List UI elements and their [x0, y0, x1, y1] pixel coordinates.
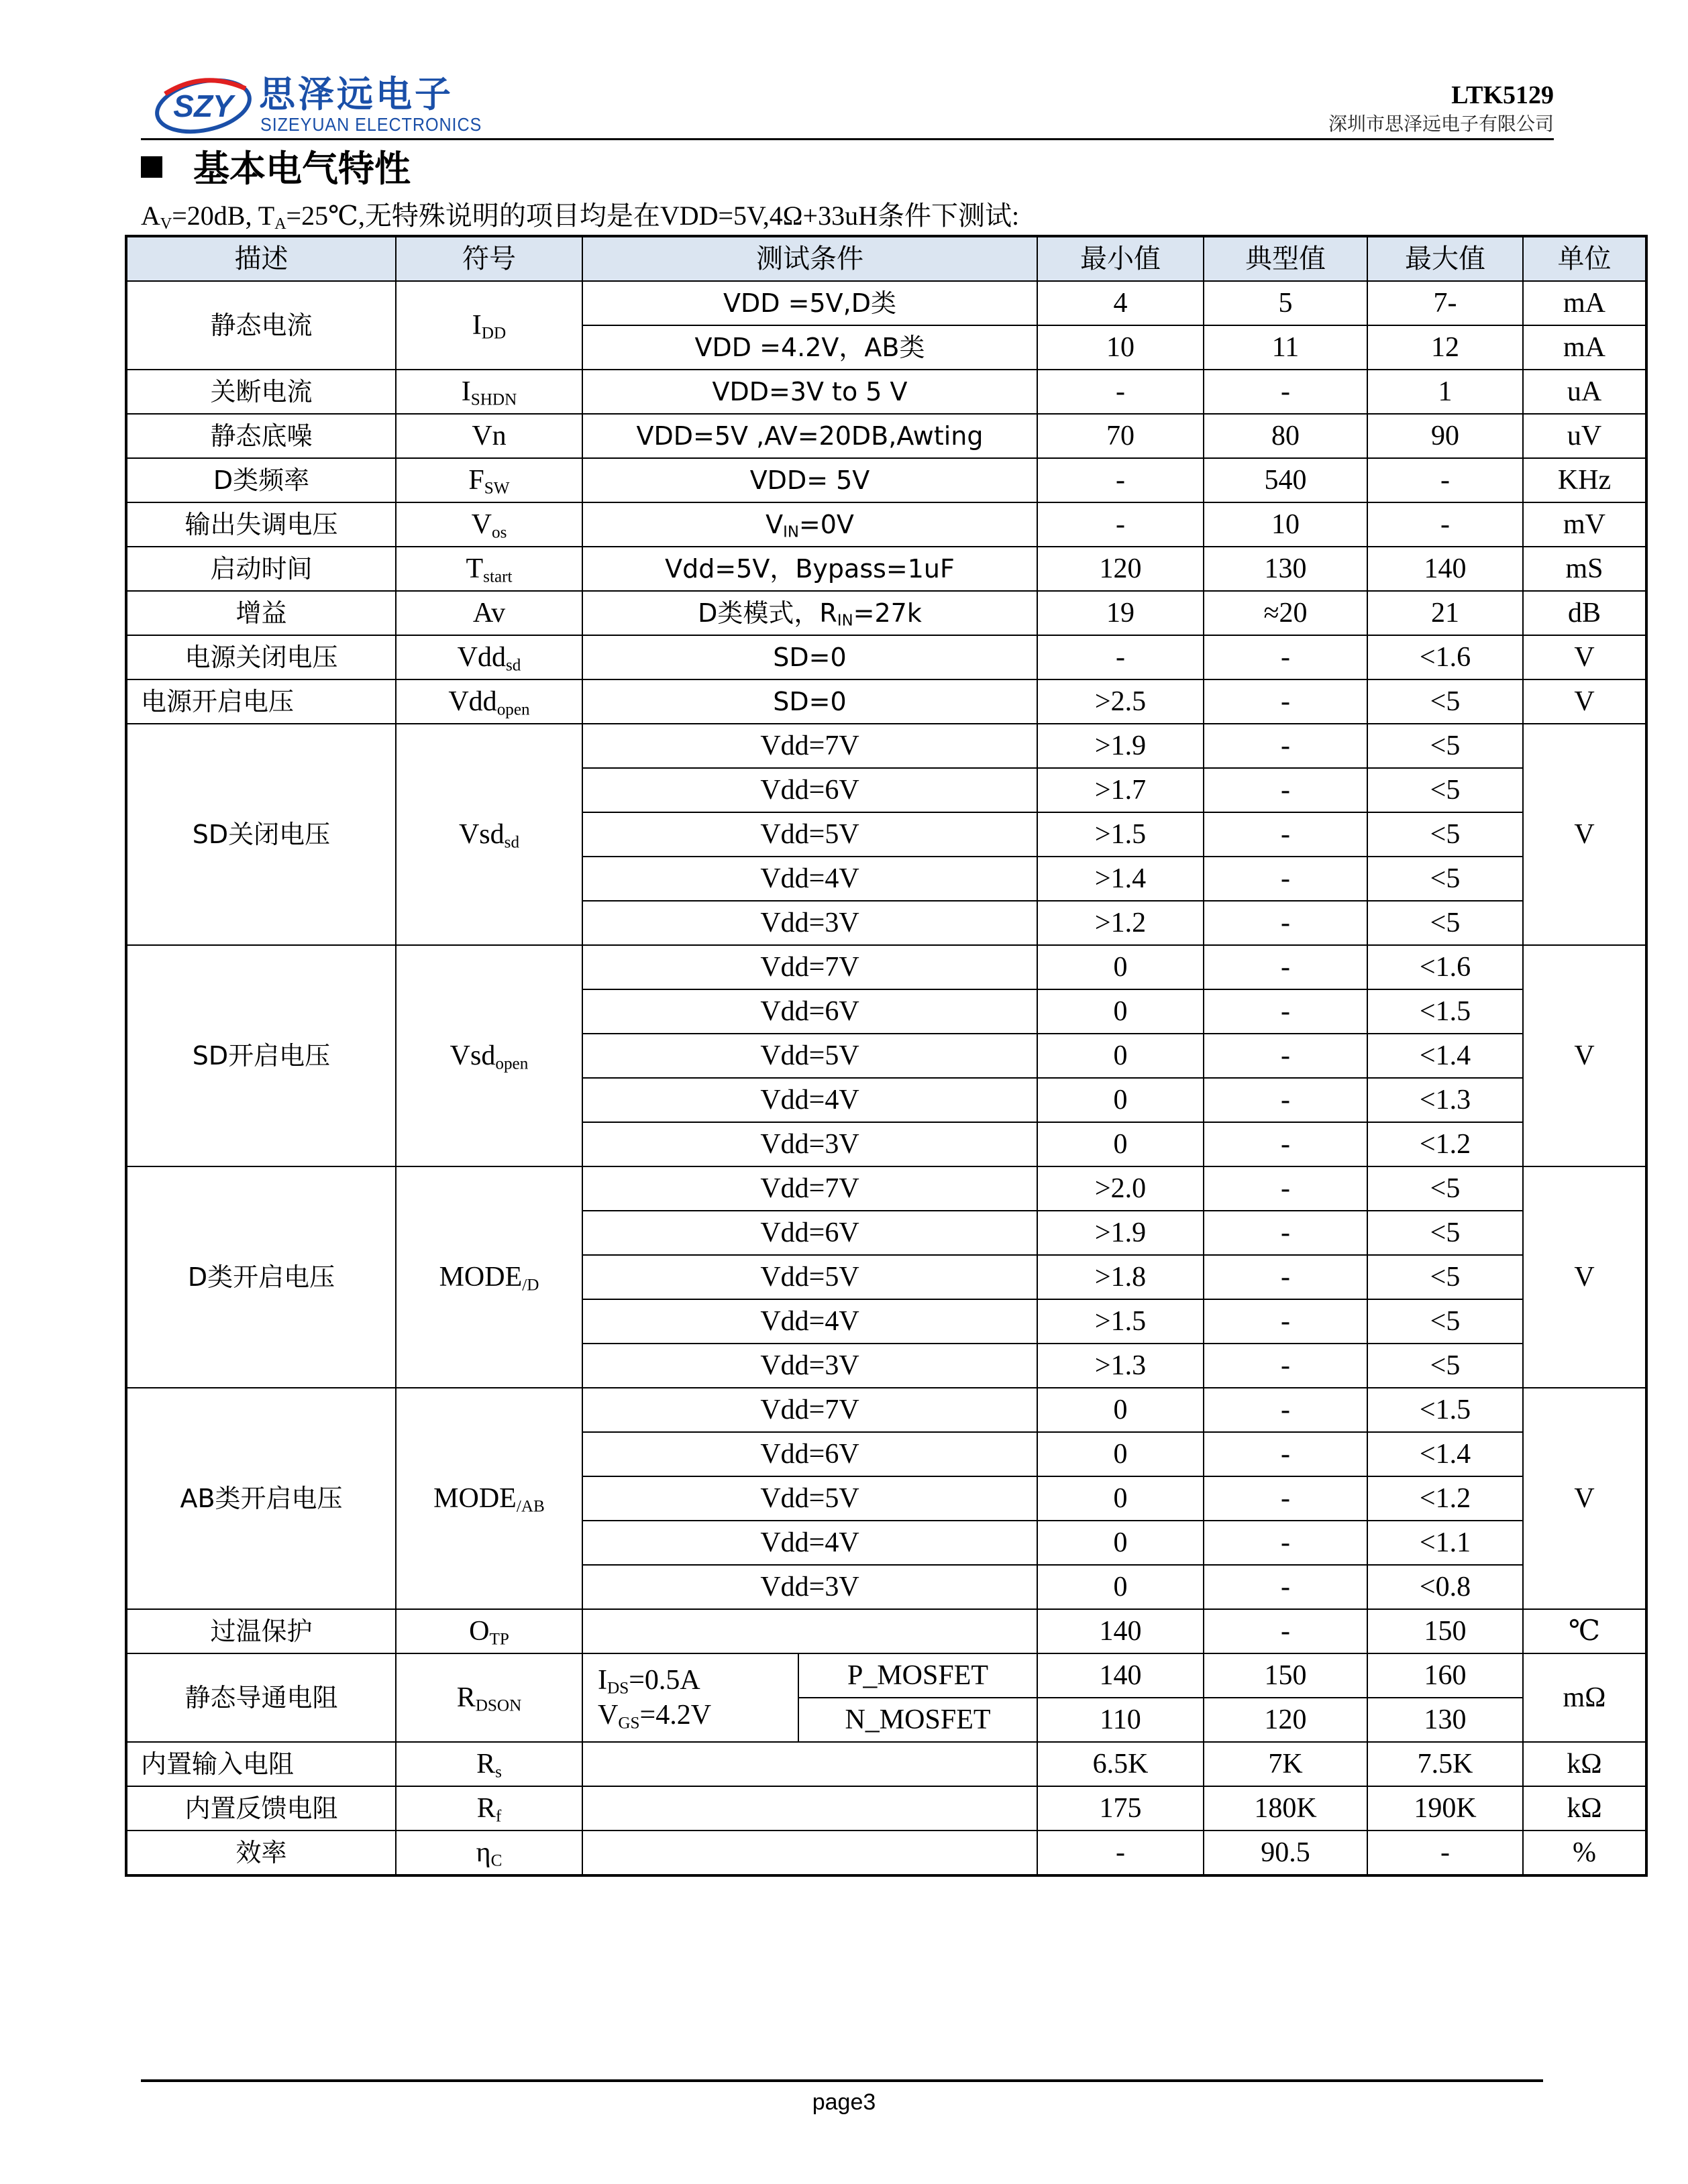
condition-cell: Vdd=4V — [582, 1299, 1037, 1344]
typ-cell: - — [1204, 1211, 1367, 1255]
typ-cell: - — [1204, 1476, 1367, 1521]
symbol-cell: $I_{SHDN}$ — [396, 370, 582, 414]
min-cell: - — [1037, 1831, 1204, 1875]
typ-cell: - — [1204, 1565, 1367, 1609]
desc-cell: 效率 — [126, 1831, 396, 1875]
header-condition: 测试条件 — [582, 236, 1037, 281]
unit-cell: KHz — [1523, 458, 1646, 502]
company-logo — [153, 74, 569, 140]
typ-cell: - — [1204, 679, 1367, 724]
unit-cell: V — [1523, 635, 1646, 679]
min-cell: 4 — [1037, 281, 1204, 325]
typ-cell: 540 — [1204, 458, 1367, 502]
min-cell: 0 — [1037, 1122, 1204, 1166]
condition-cell: VDD= 5V — [582, 458, 1037, 502]
min-cell: 0 — [1037, 1476, 1204, 1521]
min-cell: 6.5K — [1037, 1742, 1204, 1786]
unit-cell: uV — [1523, 414, 1646, 458]
table-row — [126, 945, 1646, 989]
max-cell: 140 — [1367, 547, 1523, 591]
min-cell: >1.9 — [1037, 1211, 1204, 1255]
condition-cell: Vdd=3V — [582, 1344, 1037, 1388]
symbol-cell: $T_{start}$ — [396, 547, 582, 591]
desc-cell: SD开启电压 — [126, 945, 396, 1166]
typ-cell: - — [1204, 812, 1367, 857]
desc-cell: 关断电流 — [126, 370, 396, 414]
company-name: 深圳市思泽远电子有限公司 — [1328, 113, 1554, 135]
desc-cell: 增益 — [126, 591, 396, 635]
unit-cell: mS — [1523, 547, 1646, 591]
max-cell: <5 — [1367, 1166, 1523, 1211]
min-cell: >1.2 — [1037, 901, 1204, 945]
condition-cell: Vdd=7V — [582, 724, 1037, 768]
symbol-cell: Vsd$_{sd}$ — [396, 724, 582, 945]
section-title-text: 基本电气特性 — [193, 148, 411, 190]
min-cell: 110 — [1037, 1698, 1204, 1742]
table-row — [126, 724, 1646, 768]
part-number: LTK5129 — [1451, 81, 1554, 109]
max-cell: <5 — [1367, 1255, 1523, 1299]
typ-cell: - — [1204, 1432, 1367, 1476]
max-cell: <1.1 — [1367, 1521, 1523, 1565]
desc-cell: 过温保护 — [126, 1609, 396, 1653]
min-cell: 0 — [1037, 1034, 1204, 1078]
min-cell: - — [1037, 502, 1204, 547]
unit-cell: mV — [1523, 502, 1646, 547]
header-max: 最大值 — [1367, 236, 1523, 281]
typ-cell: - — [1204, 1166, 1367, 1211]
condition-cell — [582, 1742, 1037, 1786]
logo-english-name: SIZEYUAN ELECTRONICS — [260, 114, 482, 135]
header-unit: 单位 — [1523, 236, 1646, 281]
max-cell: <5 — [1367, 812, 1523, 857]
min-cell: 70 — [1037, 414, 1204, 458]
desc-cell: SD关闭电压 — [126, 724, 396, 945]
mosfet-type-cell: P_MOSFET — [798, 1653, 1037, 1698]
desc-cell: 静态导通电阻 — [126, 1653, 396, 1742]
desc-cell: D类开启电压 — [126, 1166, 396, 1388]
max-cell: - — [1367, 458, 1523, 502]
symbol-cell: Vdd$_{sd}$ — [396, 635, 582, 679]
min-cell: >1.4 — [1037, 857, 1204, 901]
logo-chinese-name: 思泽远电子 — [259, 73, 454, 115]
desc-cell: AB类开启电压 — [126, 1388, 396, 1609]
max-cell: <1.5 — [1367, 989, 1523, 1034]
typ-cell: - — [1204, 1388, 1367, 1432]
min-cell: 0 — [1037, 1565, 1204, 1609]
condition-cell: Vdd=7V — [582, 1166, 1037, 1211]
condition-cell: $V_{IN}=0V$ — [582, 502, 1037, 547]
max-cell: <1.4 — [1367, 1034, 1523, 1078]
max-cell: 21 — [1367, 591, 1523, 635]
typ-cell: - — [1204, 1034, 1367, 1078]
desc-cell: 启动时间 — [126, 547, 396, 591]
symbol-cell: $R_s$ — [396, 1742, 582, 1786]
table-row — [126, 591, 1646, 635]
mosfet-type-cell: N_MOSFET — [798, 1698, 1037, 1742]
max-cell: - — [1367, 1831, 1523, 1875]
max-cell: 160 — [1367, 1653, 1523, 1698]
min-cell: 0 — [1037, 1521, 1204, 1565]
table-row — [126, 1388, 1646, 1432]
min-cell: >1.5 — [1037, 812, 1204, 857]
table-row — [126, 1653, 1646, 1698]
condition-cell: Vdd=3V — [582, 901, 1037, 945]
symbol-cell: Av — [396, 591, 582, 635]
max-cell: 150 — [1367, 1609, 1523, 1653]
typ-cell: - — [1204, 1122, 1367, 1166]
min-cell: - — [1037, 635, 1204, 679]
svg-text:SZY: SZY — [173, 89, 233, 123]
table-row — [126, 502, 1646, 547]
typ-cell: - — [1204, 1299, 1367, 1344]
table-row — [126, 1831, 1646, 1875]
condition-cell: D类模式，$R_{IN}=27k$ — [582, 591, 1037, 635]
condition-cell — [582, 1831, 1037, 1875]
unit-cell: ℃ — [1523, 1609, 1646, 1653]
symbol-cell: Vdd$_{open}$ — [396, 679, 582, 724]
symbol-cell: $I_{DD}$ — [396, 281, 582, 370]
condition-cell: Vdd=6V — [582, 768, 1037, 812]
header-min: 最小值 — [1037, 236, 1204, 281]
typ-cell: 80 — [1204, 414, 1367, 458]
condition-cell: Vdd=7V — [582, 945, 1037, 989]
condition-cell: Vdd=4V — [582, 1521, 1037, 1565]
unit-cell: V — [1523, 1166, 1646, 1388]
square-bullet-icon — [141, 156, 162, 178]
min-cell: >1.7 — [1037, 768, 1204, 812]
szy-logo-icon — [153, 74, 254, 135]
symbol-cell: $MODE_{/AB}$ — [396, 1388, 582, 1609]
min-cell: >1.3 — [1037, 1344, 1204, 1388]
condition-cell: $I_{DS}=0.5A$ $V_{GS}=4.2V$ — [582, 1653, 798, 1742]
unit-cell: V — [1523, 724, 1646, 945]
symbol-cell: $F_{SW}$ — [396, 458, 582, 502]
header-symbol: 符号 — [396, 236, 582, 281]
unit-cell: mΩ — [1523, 1653, 1646, 1742]
unit-cell: dB — [1523, 591, 1646, 635]
condition-cell: Vdd=5V — [582, 1034, 1037, 1078]
condition-cell: Vdd=5V — [582, 1476, 1037, 1521]
condition-cell: Vdd=3V — [582, 1565, 1037, 1609]
typ-cell: 5 — [1204, 281, 1367, 325]
unit-cell: mA — [1523, 281, 1646, 325]
typ-cell: - — [1204, 768, 1367, 812]
condition-cell: Vdd=6V — [582, 1211, 1037, 1255]
footer-divider — [141, 2079, 1543, 2082]
condition-cell: Vdd=4V — [582, 857, 1037, 901]
header-typ: 典型值 — [1204, 236, 1367, 281]
typ-cell: - — [1204, 1521, 1367, 1565]
symbol-cell: $V_{os}$ — [396, 502, 582, 547]
table-row — [126, 1609, 1646, 1653]
condition-cell: Vdd=6V — [582, 989, 1037, 1034]
typ-cell: 90.5 — [1204, 1831, 1367, 1875]
min-cell: 140 — [1037, 1653, 1204, 1698]
max-cell: <5 — [1367, 724, 1523, 768]
table-row — [126, 370, 1646, 414]
max-cell: <1.6 — [1367, 945, 1523, 989]
min-cell: 0 — [1037, 1432, 1204, 1476]
max-cell: <1.5 — [1367, 1388, 1523, 1432]
max-cell: 12 — [1367, 325, 1523, 370]
unit-cell: V — [1523, 1388, 1646, 1609]
condition-cell: Vdd=5V — [582, 1255, 1037, 1299]
table-row — [126, 458, 1646, 502]
typ-cell: - — [1204, 724, 1367, 768]
header-divider — [141, 138, 1554, 140]
condition-cell: Vdd=7V — [582, 1388, 1037, 1432]
max-cell: <1.3 — [1367, 1078, 1523, 1122]
unit-cell: kΩ — [1523, 1742, 1646, 1786]
condition-cell — [582, 1786, 1037, 1831]
min-cell: 10 — [1037, 325, 1204, 370]
symbol-cell: $R_{DSON}$ — [396, 1653, 582, 1742]
unit-cell: % — [1523, 1831, 1646, 1875]
max-cell: 7.5K — [1367, 1742, 1523, 1786]
min-cell: 120 — [1037, 547, 1204, 591]
max-cell: <5 — [1367, 857, 1523, 901]
condition-cell — [582, 1609, 1037, 1653]
desc-cell: 静态电流 — [126, 281, 396, 370]
typ-cell: 180K — [1204, 1786, 1367, 1831]
typ-cell: - — [1204, 1609, 1367, 1653]
max-cell: <1.6 — [1367, 635, 1523, 679]
max-cell: <0.8 — [1367, 1565, 1523, 1609]
max-cell: <5 — [1367, 901, 1523, 945]
condition-cell: Vdd=3V — [582, 1122, 1037, 1166]
typ-cell: - — [1204, 857, 1367, 901]
condition-cell: Vdd=4V — [582, 1078, 1037, 1122]
table-row — [126, 414, 1646, 458]
typ-cell: - — [1204, 1255, 1367, 1299]
min-cell: - — [1037, 458, 1204, 502]
max-cell: 90 — [1367, 414, 1523, 458]
condition-cell: SD=0 — [582, 679, 1037, 724]
table-row — [126, 1742, 1646, 1786]
min-cell: 0 — [1037, 1078, 1204, 1122]
symbol-cell: $R_f$ — [396, 1786, 582, 1831]
typ-cell: - — [1204, 901, 1367, 945]
max-cell: <1.2 — [1367, 1476, 1523, 1521]
unit-cell: uA — [1523, 370, 1646, 414]
symbol-cell: $O_{TP}$ — [396, 1609, 582, 1653]
max-cell: 1 — [1367, 370, 1523, 414]
page-number: page3 — [812, 2089, 876, 2115]
table-row — [126, 635, 1646, 679]
typ-cell: - — [1204, 635, 1367, 679]
typ-cell: - — [1204, 370, 1367, 414]
typ-cell: 130 — [1204, 547, 1367, 591]
max-cell: - — [1367, 502, 1523, 547]
table-row — [126, 679, 1646, 724]
test-conditions-note: $A_V=20dB$, $T_A=25℃$,无特殊说明的项目均是在VDD=5V,4Ω+33uH条件下测试: — [141, 201, 1020, 233]
min-cell: 19 — [1037, 591, 1204, 635]
min-cell: >2.0 — [1037, 1166, 1204, 1211]
min-cell: 0 — [1037, 945, 1204, 989]
typ-cell: 150 — [1204, 1653, 1367, 1698]
electrical-characteristics-table — [125, 235, 1648, 1877]
min-cell: 0 — [1037, 1388, 1204, 1432]
symbol-cell: Vsd$_{open}$ — [396, 945, 582, 1166]
desc-cell: 电源关闭电压 — [126, 635, 396, 679]
min-cell: >2.5 — [1037, 679, 1204, 724]
max-cell: <5 — [1367, 1211, 1523, 1255]
section-title — [141, 145, 411, 193]
typ-cell: - — [1204, 1078, 1367, 1122]
desc-cell: 输出失调电压 — [126, 502, 396, 547]
max-cell: <5 — [1367, 768, 1523, 812]
typ-cell: 11 — [1204, 325, 1367, 370]
typ-cell: 120 — [1204, 1698, 1367, 1742]
min-cell: 175 — [1037, 1786, 1204, 1831]
symbol-cell: Vn — [396, 414, 582, 458]
min-cell: 0 — [1037, 989, 1204, 1034]
max-cell: 130 — [1367, 1698, 1523, 1742]
unit-cell: kΩ — [1523, 1786, 1646, 1831]
min-cell: 140 — [1037, 1609, 1204, 1653]
condition-cell: Vdd=5V，Bypass=1uF — [582, 547, 1037, 591]
typ-cell: - — [1204, 989, 1367, 1034]
max-cell: 190K — [1367, 1786, 1523, 1831]
typ-cell: ≈20 — [1204, 591, 1367, 635]
max-cell: <5 — [1367, 679, 1523, 724]
condition-cell: SD=0 — [582, 635, 1037, 679]
unit-cell: V — [1523, 679, 1646, 724]
condition-cell: VDD =4.2V，AB类 — [582, 325, 1037, 370]
symbol-cell: $MODE_{/D}$ — [396, 1166, 582, 1388]
min-cell: >1.9 — [1037, 724, 1204, 768]
typ-cell: 7K — [1204, 1742, 1367, 1786]
max-cell: <1.2 — [1367, 1122, 1523, 1166]
min-cell: - — [1037, 370, 1204, 414]
page-header — [141, 54, 1554, 137]
desc-cell: 内置输入电阻 — [126, 1742, 396, 1786]
condition-cell: VDD =5V,D类 — [582, 281, 1037, 325]
typ-cell: - — [1204, 945, 1367, 989]
min-cell: >1.5 — [1037, 1299, 1204, 1344]
typ-cell: 10 — [1204, 502, 1367, 547]
min-cell: >1.8 — [1037, 1255, 1204, 1299]
max-cell: <1.4 — [1367, 1432, 1523, 1476]
header-desc: 描述 — [126, 236, 396, 281]
table-row — [126, 547, 1646, 591]
max-cell: <5 — [1367, 1344, 1523, 1388]
condition-cell: Vdd=5V — [582, 812, 1037, 857]
max-cell: <5 — [1367, 1299, 1523, 1344]
table-row — [126, 1166, 1646, 1211]
table-header-row — [126, 236, 1646, 281]
desc-cell: 静态底噪 — [126, 414, 396, 458]
typ-cell: - — [1204, 1344, 1367, 1388]
condition-cell: Vdd=6V — [582, 1432, 1037, 1476]
unit-cell: mA — [1523, 325, 1646, 370]
table-row — [126, 281, 1646, 325]
max-cell: 7- — [1367, 281, 1523, 325]
unit-cell: V — [1523, 945, 1646, 1166]
desc-cell: 内置反馈电阻 — [126, 1786, 396, 1831]
desc-cell: D类频率 — [126, 458, 396, 502]
desc-cell: 电源开启电压 — [126, 679, 396, 724]
symbol-cell: $\eta_C$ — [396, 1831, 582, 1875]
table-row — [126, 1786, 1646, 1831]
condition-cell: VDD=5V ,AV=20DB,Awting — [582, 414, 1037, 458]
condition-cell: VDD=3V to 5 V — [582, 370, 1037, 414]
